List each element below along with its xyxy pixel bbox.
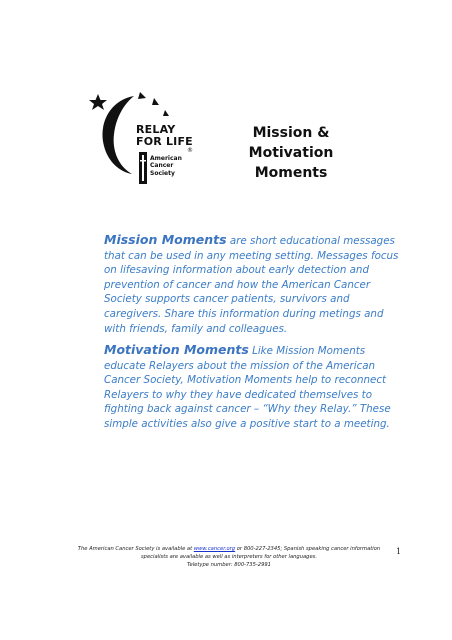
title-line-1: Mission & Motivation <box>248 125 334 161</box>
footer-note <box>66 546 392 569</box>
registered-mark: ® <box>187 147 193 154</box>
footer-text-2: or 800-227-2345; Spanish speaking cancer information specialists are available as well as interpreters for other languages. <box>140 546 381 560</box>
acs-line-cancer: Cancer <box>150 162 174 170</box>
mission-moments-paragraph <box>104 233 404 336</box>
mission-moments-text: are short educational messages that can be used in any meeting setting. Messages focus on lifesaving information about early detection and prevention of cancer and how the American Cancer Society supports cancer patients, survivors and caregivers. Share this information during metings and with friends, family and colleagues. <box>104 235 399 335</box>
title-line-2: Moments <box>254 165 328 181</box>
logo-line-for-life: FOR LIFE <box>136 135 193 148</box>
acs-line-american: American <box>150 155 182 162</box>
page-title <box>220 123 362 183</box>
motivation-moments-heading: Motivation Moments <box>104 342 249 357</box>
motivation-moments-text: Like Mission Moments educate Relayers about the mission of the American Cancer Society, Motivation Moments help to reconnect Relayers to why they have dedicated themselves to fighting back against cancer – “Why they Relay.” These simple activities also give a positive start to a meeting. <box>104 345 391 430</box>
logo-line-relay: RELAY <box>136 123 176 136</box>
acs-wordmark <box>150 155 182 177</box>
footer-text-1: The American Cancer Society is available at <box>77 546 194 552</box>
footer-teletype: Teletype number: 800-735-2991 <box>187 561 271 568</box>
acs-line-society: Society <box>150 169 175 177</box>
page-number: 1 <box>396 547 402 556</box>
cancer-org-link[interactable]: www.cancer.org <box>193 546 236 552</box>
mission-moments-heading: Mission Moments <box>104 232 227 247</box>
motivation-moments-paragraph <box>104 343 404 432</box>
relay-logo-wordmark <box>136 124 193 148</box>
